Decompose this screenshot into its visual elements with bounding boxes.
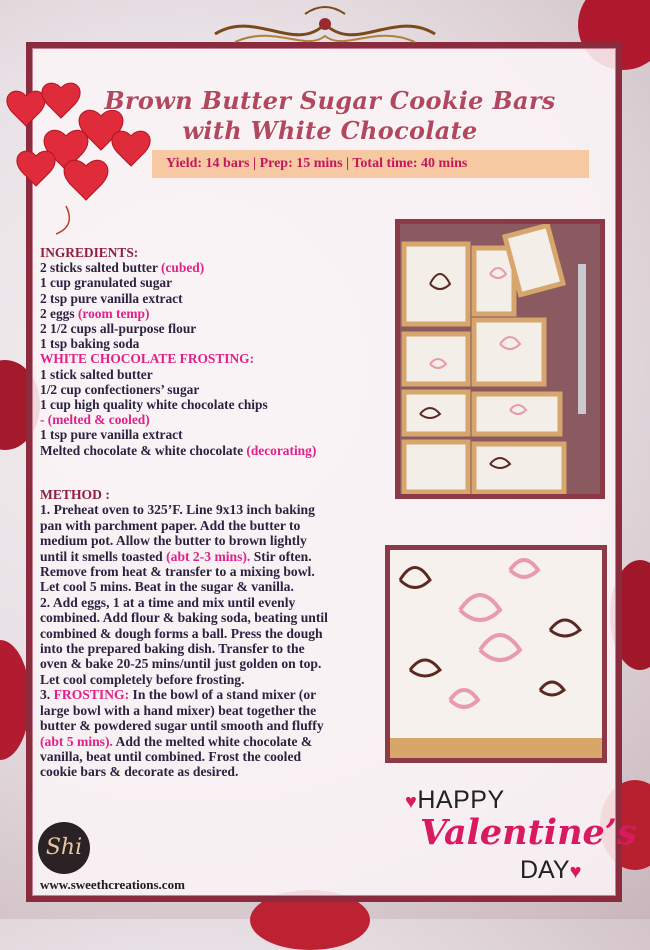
frosting-item: 1 tsp pure vanilla extract [40, 427, 183, 443]
ingredient-item: 2 tsp pure vanilla extract [40, 290, 183, 306]
method-line: 3. FROSTING: In the bowl of a stand mixer (or [40, 687, 317, 703]
ingredient-item: 2 1/2 cups all-purpose flour [40, 321, 197, 337]
method-line: oven & bake 20-25 mins/until just golden on top. [40, 656, 322, 672]
method-line: butter & powdered sugar until smooth and fluffy [40, 718, 324, 734]
method-section [40, 487, 375, 780]
method-line: Let cool 5 mins. Beat in the sugar & vanilla. [40, 579, 294, 595]
recipe-title [100, 86, 560, 146]
method-heading: METHOD : [40, 487, 110, 502]
frosting-closeup-photo [385, 545, 607, 763]
heart-icon: ♥ [569, 861, 582, 883]
method-line: combined & dough forms a ball. Press the dough [40, 625, 323, 641]
frosting-item: 1/2 cup confectioners’ sugar [40, 381, 200, 397]
method-line: until it smells toasted (abt 2-3 mins). Stir often. [40, 548, 312, 564]
method-steps [40, 502, 375, 779]
flourish-ornament [205, 4, 445, 56]
method-line: vanilla, beat until combined. Frost the cooled [40, 748, 302, 764]
frosting-item: 1 cup high quality white chocolate chips [40, 397, 268, 413]
ingredient-item: 1 tsp baking soda [40, 336, 140, 352]
yield-bar: Yield: 14 bars | Prep: 15 mins | Total time: 40 mins [152, 150, 589, 178]
recipe-title-line2: with White Chocolate [182, 116, 478, 145]
method-line: 2. Add eggs, 1 at a time and mix until evenly [40, 594, 296, 610]
ingredient-item: 2 eggs (room temp) [40, 305, 150, 321]
greeting-valentine: Valentine’s [420, 812, 637, 853]
ingredients-section [40, 245, 400, 458]
method-line: medium pot. Allow the butter to brown lightly [40, 533, 307, 549]
frosting-closeup-photo-art [390, 550, 602, 758]
method-line: Let cool completely before frosting. [40, 671, 245, 687]
method-line: into the prepared baking dish. Transfer to the [40, 641, 305, 657]
method-line: 1. Preheat oven to 325’F. Line 9x13 inch baking [40, 502, 315, 518]
method-line: cookie bars & decorate as desired. [40, 764, 239, 780]
cookie-bars-photo [395, 219, 605, 499]
website-link[interactable]: www.sweethcreations.com [40, 877, 185, 892]
frosting-item: 1 stick salted butter [40, 366, 153, 382]
method-line: pan with parchment paper. Add the butter to [40, 517, 301, 533]
frosting-heading: WHITE CHOCOLATE FROSTING: [40, 351, 255, 367]
method-line: Remove from heat & transfer to a mixing bowl. [40, 564, 315, 580]
heart-icon: ♥ [405, 791, 418, 813]
ingredient-item: 2 sticks salted butter (cubed) [40, 260, 205, 276]
ingredient-item: 1 cup granulated sugar [40, 275, 173, 291]
ingredients-heading: INGREDIENTS: [40, 245, 139, 260]
cookie-bars-photo-art [400, 224, 600, 494]
greeting-day: DAY♥ [520, 856, 582, 884]
frosting-item: - (melted & cooled) [40, 412, 150, 428]
method-line: combined. Add flour & baking soda, beating until [40, 610, 328, 626]
method-line: large bowl with a hand mixer) beat together the [40, 702, 317, 718]
recipe-title-line1: Brown Butter Sugar Cookie Bars [104, 86, 556, 115]
frosting-item: Melted chocolate & white chocolate (decorating) [40, 442, 317, 458]
method-line: (abt 5 mins). Add the melted white chocolate & [40, 733, 313, 749]
greeting-happy: ♥HAPPY [405, 786, 505, 814]
brand-logo: Shi [38, 822, 90, 874]
